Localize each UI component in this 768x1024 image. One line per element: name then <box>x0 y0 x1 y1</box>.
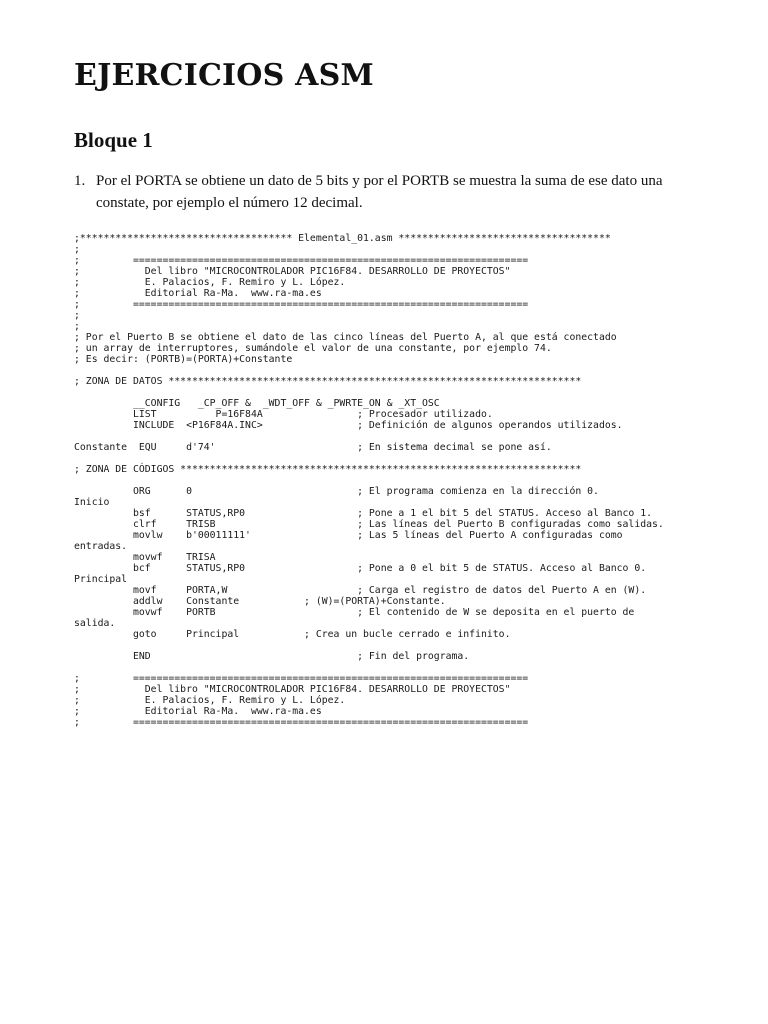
code-line <box>74 662 664 673</box>
code-line: movwf PORTB ; El contenido de W se deposita en el puerto de <box>74 607 635 618</box>
code-line: ; Editorial Ra-Ma. www.ra-ma.es <box>74 706 322 717</box>
exercise-text <box>96 170 716 214</box>
code-line: goto Principal ; Crea un bucle cerrado e infinito. <box>74 629 511 640</box>
code-line: ; E. Palacios, F. Remiro y L. López. <box>74 695 346 706</box>
exercise-text-line: constate, por ejemplo el número 12 decimal. <box>96 195 363 211</box>
code-line: movlw b'00011111' ; Las 5 líneas del Puerto A configuradas como <box>74 530 623 541</box>
code-line: ;************************************ Elemental_01.asm ************************************ <box>74 233 611 244</box>
code-line: ; =================================================================== <box>74 299 529 310</box>
code-line <box>74 475 664 486</box>
code-line: movf PORTA,W ; Carga el registro de datos del Puerto A en (W). <box>74 585 647 596</box>
code-line <box>74 431 664 442</box>
code-line: Principal <box>74 574 128 585</box>
code-line: ; =================================================================== <box>74 673 529 684</box>
exercise-number: 1. <box>74 173 86 189</box>
code-line: ; Del libro "MICROCONTROLADOR PIC16F84. DESARROLLO DE PROYECTOS" <box>74 266 511 277</box>
code-line: ; ZONA DE CÓDIGOS ******************************************************************** <box>74 464 582 475</box>
asm-code-listing <box>74 233 664 728</box>
code-line: ORG 0 ; El programa comienza en la dirección 0. <box>74 486 599 497</box>
code-line: __CONFIG _CP_OFF & _WDT_OFF & _PWRTE_ON & _XT_OSC <box>74 398 440 409</box>
code-line: movwf TRISA <box>74 552 216 563</box>
document-title: EJERCICIOS ASM <box>74 58 374 93</box>
code-line: ; <box>74 244 80 255</box>
code-line: ; <box>74 321 80 332</box>
code-line: ; =================================================================== <box>74 717 529 728</box>
code-line: INCLUDE <P16F84A.INC> ; Definición de algunos operandos utilizados. <box>74 420 623 431</box>
code-line <box>74 387 664 398</box>
code-line: bcf STATUS,RP0 ; Pone a 0 el bit 5 de STATUS. Acceso al Banco 0. <box>74 563 647 574</box>
code-line: END ; Fin del programa. <box>74 651 470 662</box>
code-line: entradas. <box>74 541 128 552</box>
code-line: ; Es decir: (PORTB)=(PORTA)+Constante <box>74 354 293 365</box>
code-line: ; Del libro "MICROCONTROLADOR PIC16F84. DESARROLLO DE PROYECTOS" <box>74 684 511 695</box>
code-line: Inicio <box>74 497 110 508</box>
code-line: ; =================================================================== <box>74 255 529 266</box>
code-line <box>74 640 664 651</box>
code-line: bsf STATUS,RP0 ; Pone a 1 el bit 5 del STATUS. Acceso al Banco 1. <box>74 508 653 519</box>
code-line: ; E. Palacios, F. Remiro y L. López. <box>74 277 346 288</box>
code-line: ; <box>74 310 80 321</box>
code-line: salida. <box>74 618 116 629</box>
code-line <box>74 453 664 464</box>
section-heading: Bloque 1 <box>74 128 153 152</box>
code-line: ; un array de interruptores, sumándole el valor de una constante, por ejemplo 74. <box>74 343 552 354</box>
code-line: ; Editorial Ra-Ma. www.ra-ma.es <box>74 288 322 299</box>
code-line: clrf TRISB ; Las líneas del Puerto B configuradas como salidas. <box>74 519 664 530</box>
code-line: addlw Constante ; (W)=(PORTA)+Constante. <box>74 596 446 607</box>
code-line: LIST P=16F84A ; Procesador utilizado. <box>74 409 493 420</box>
code-line: Constante EQU d'74' ; En sistema decimal se pone así. <box>74 442 552 453</box>
code-line <box>74 365 664 376</box>
code-line: ; ZONA DE DATOS ********************************************************************** <box>74 376 582 387</box>
exercise-text-line: Por el PORTA se obtiene un dato de 5 bits y por el PORTB se muestra la suma de ese dato una <box>96 173 663 189</box>
code-line: ; Por el Puerto B se obtiene el dato de las cinco líneas del Puerto A, al que está conectado <box>74 332 617 343</box>
